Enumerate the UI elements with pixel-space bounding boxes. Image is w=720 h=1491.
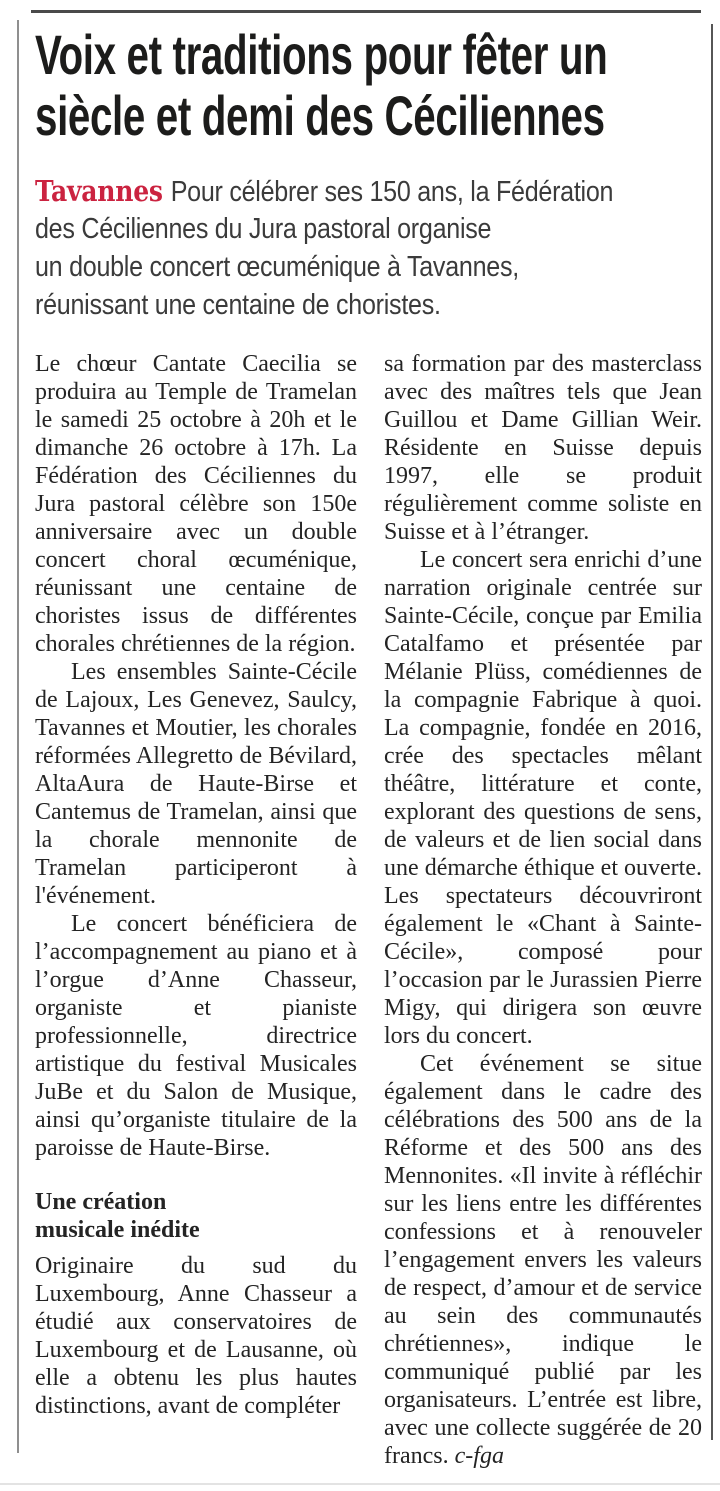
- paragraph: Le chœur Cantate Caecilia se produira au Temple de Tramelan le samedi 25 octobre à 20h et le dimanche 26 octobre à 17h. La Fédération des Céciliennes du Jura pastoral célèbre son 150e anniversaire avec un double concert choral œcuménique, réunissant une centaine de choristes issus de différentes chorales chrétiennes de la région.: [35, 351, 357, 657]
- author-signature: c-fga: [454, 1443, 504, 1469]
- headline-line-2: siècle et demi des Céciliennes: [35, 84, 605, 147]
- paragraph-with-signature: [384, 1050, 702, 1470]
- lead-line-4: réunissant une centaine de choristes.: [35, 289, 441, 321]
- headline-line-1: Voix et traditions pour fêter un: [35, 23, 608, 86]
- top-rule: [31, 10, 701, 13]
- paragraph: Originaire du sud du Luxembourg, Anne Chasseur a étudié aux conservatoires de Luxembourg et de Lausanne, où elle a obtenu les plus hautes distinctions, avant de compléter: [35, 1253, 357, 1419]
- lead-line-3: un double concert œcuménique à Tavannes,: [35, 251, 519, 283]
- paragraph: Le concert sera enrichi d’une narration originale centrée sur Sainte-Cécile, conçue par Emilia Catalfamo et présentée par Mélanie Plüss, comédiennes de la compagnie Fabrique à quoi. La compagnie, fondée en 2016, crée des spectacles mêlant théâtre, littérature et conte, explorant des questions de sens, de valeurs et de lien social dans une démarche éthique et ouverte. Les spectateurs découvriront également le «Chant à Sainte-Cécile», composé pour l’occasion par le Jurassien Pierre Migy, qui dirigera son œuvre lors du concert.: [384, 547, 702, 1049]
- paragraph: Le concert bénéficiera de l’accompagnement au piano et à l’orgue d’Anne Chasseur, organiste et pianiste professionnelle, directrice artistique du festival Musicales JuBe et du Salon de Musique, ainsi qu’organiste titulaire de la paroisse de Haute-Birse.: [35, 911, 357, 1161]
- paragraph: sa formation par des masterclass avec des maîtres tels que Jean Guillou et Dame Gillian Weir. Résidente en Suisse depuis 1997, elle se produit régulièrement comme soliste en Suisse et à l’étranger.: [384, 351, 702, 545]
- lead-line-1: [35, 172, 633, 210]
- body-column-left: [35, 350, 357, 1420]
- subheading: [35, 1188, 357, 1244]
- bottom-rule: [0, 1483, 720, 1485]
- body-column-right: [384, 350, 702, 1470]
- left-rule: [17, 20, 19, 1453]
- lead-paragraph: [35, 172, 715, 324]
- location-kicker: Tavannes: [35, 174, 163, 208]
- article-headline: [35, 24, 703, 146]
- lead-line-2: des Céciliennes du Jura pastoral organise: [35, 213, 492, 245]
- lead-line-1-text: Pour célébrer ses 150 ans, la Fédération: [170, 176, 614, 208]
- paragraph-text: Cet événement se situe également dans le cadre des célébrations des 500 ans de la Réforme et des 500 ans des Mennonites. «Il invite à réfléchir sur les liens entre les différentes confessions et à renouveler l’engagement envers les valeurs de respect, d’amour et de service au sein des communautés chrétiennes», indique le communiqué publié par les organisateurs. L’entrée est libre, avec une collecte suggérée de 20 francs.: [384, 1051, 702, 1469]
- subheading-line-1: Une création: [35, 1189, 167, 1215]
- paragraph: Les ensembles Sainte-Cécile de Lajoux, Les Genevez, Saulcy, Tavannes et Moutier, les chorales réformées Allegretto de Bévilard, AltaAura de Haute-Birse et Cantemus de Tramelan, ainsi que la chorale mennonite de Tramelan participeront à l'événement.: [35, 659, 357, 909]
- subheading-line-2: musicale inédite: [35, 1217, 200, 1243]
